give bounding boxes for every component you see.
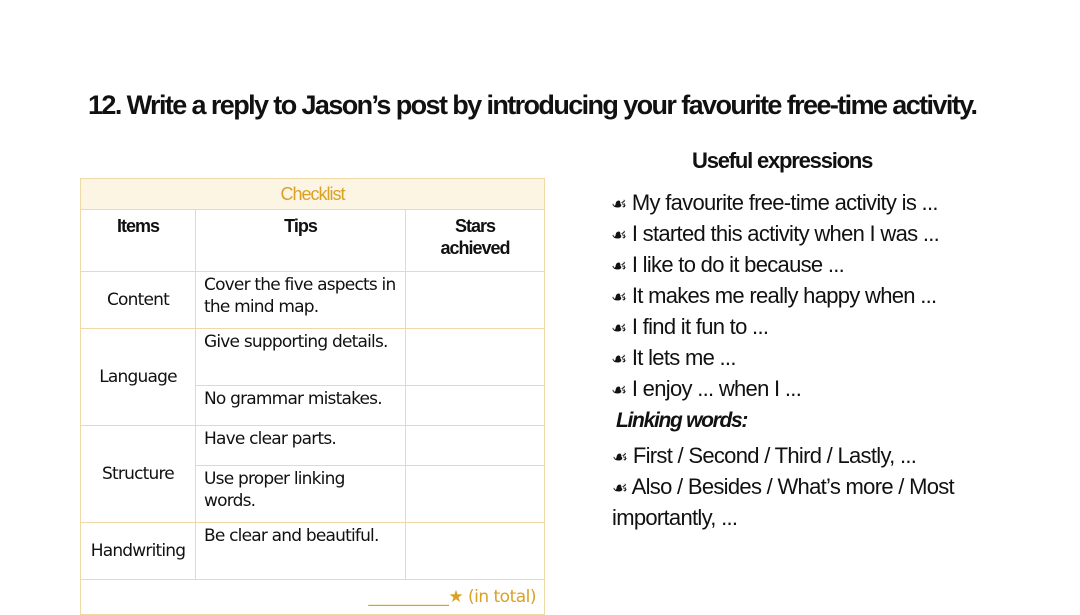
leaf-bullet-icon: ☙ <box>611 194 627 214</box>
star-icon: ★ <box>448 587 464 607</box>
header-stars: Stars achieved <box>406 210 545 272</box>
item-structure: Structure <box>81 426 196 523</box>
leaf-bullet-icon: ☙ <box>611 349 627 369</box>
tip-language-grammar: No grammar mistakes. <box>196 386 406 426</box>
stars-cell-structure-parts[interactable] <box>406 426 545 466</box>
linking-item: ☙ Also / Besides / What’s more / Most importantly, ... <box>612 474 954 530</box>
header-items: Items <box>81 210 196 272</box>
leaf-bullet-icon: ☙ <box>612 478 628 498</box>
expression-item: ☙ It makes me really happy when ... <box>611 283 937 308</box>
total-label: (in total) <box>463 587 537 607</box>
leaf-bullet-icon: ☙ <box>611 225 627 245</box>
linking-item: ☙ First / Second / Third / Lastly, ... <box>612 443 917 468</box>
expression-item: ☙ It lets me ... <box>611 345 736 370</box>
item-handwriting: Handwriting <box>81 523 196 580</box>
item-content: Content <box>81 272 196 329</box>
useful-expressions-heading: Useful expressions <box>692 148 873 173</box>
checklist-caption: Checklist <box>81 179 545 210</box>
expression-item: ☙ I started this activity when I was ... <box>611 221 940 246</box>
stars-cell-language-grammar[interactable] <box>406 386 545 426</box>
linking-words-list <box>612 441 982 533</box>
question-title: 12. Write a reply to Jason’s post by introducing your favourite free-time activity. <box>88 90 977 120</box>
expression-item: ☙ I like to do it because ... <box>611 252 845 277</box>
header-tips: Tips <box>196 210 406 272</box>
tip-structure-parts: Have clear parts. <box>196 426 406 466</box>
tip-language-details: Give supporting details. <box>196 329 406 386</box>
stars-cell-language-details[interactable] <box>406 329 545 386</box>
tip-structure-linking: Use proper linking words. <box>196 466 406 523</box>
useful-expressions-list <box>611 188 971 405</box>
tip-handwriting: Be clear and beautiful. <box>196 523 406 580</box>
leaf-bullet-icon: ☙ <box>611 287 627 307</box>
expression-item: ☙ My favourite free-time activity is ... <box>611 190 938 215</box>
leaf-bullet-icon: ☙ <box>612 447 628 467</box>
leaf-bullet-icon: ☙ <box>611 256 627 276</box>
expression-item: ☙ I enjoy ... when I ... <box>611 376 802 401</box>
leaf-bullet-icon: ☙ <box>611 318 627 338</box>
stars-cell-handwriting[interactable] <box>406 523 545 580</box>
leaf-bullet-icon: ☙ <box>611 380 627 400</box>
item-language: Language <box>81 329 196 426</box>
checklist-table <box>80 178 545 615</box>
total-row <box>81 580 545 615</box>
tip-content: Cover the five aspects in the mind map. <box>196 272 406 329</box>
expression-item: ☙ I find it fun to ... <box>611 314 769 339</box>
total-blank[interactable]: __________ <box>368 587 449 607</box>
stars-cell-content[interactable] <box>406 272 545 329</box>
stars-cell-structure-linking[interactable] <box>406 466 545 523</box>
linking-words-heading: Linking words: <box>616 409 748 432</box>
